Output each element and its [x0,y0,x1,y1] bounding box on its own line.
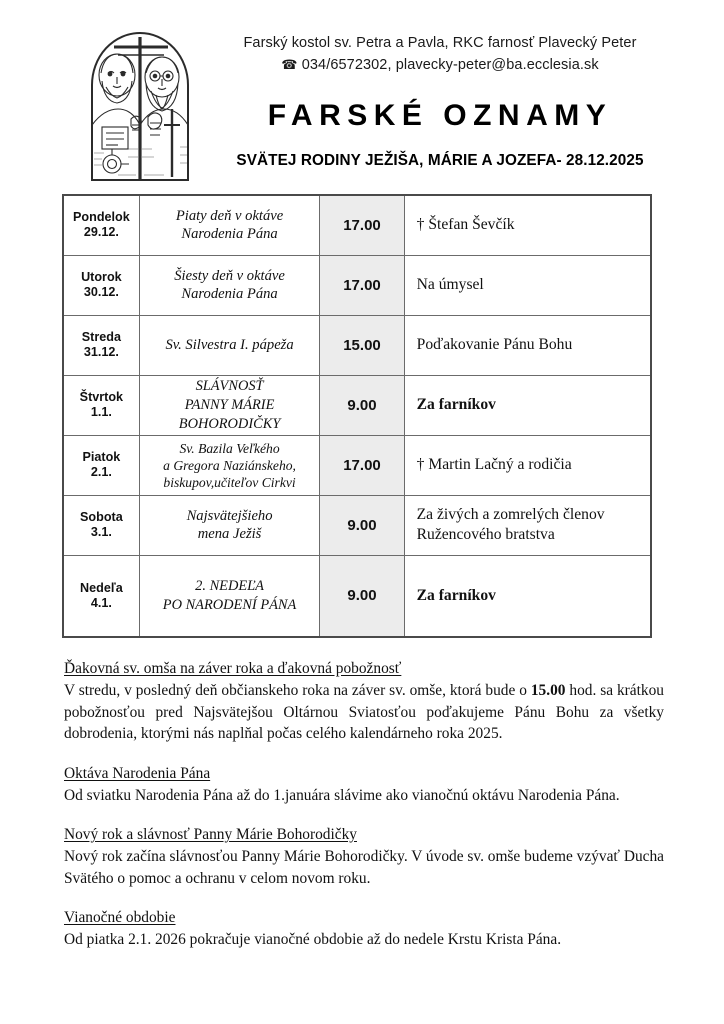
header-text-block [190,32,690,170]
feast-line: a Gregora Naziánskeho, [163,457,296,473]
feast-line: BOHORODIČKY [178,415,281,432]
parish-contact-line [190,54,690,77]
cell-time: 17.00 [320,255,404,315]
feast-line: PANNY MÁRIE [184,396,275,413]
document-header [0,0,724,169]
day-name: Piatok [82,450,121,464]
feast-line: Piaty deň v oktáve [175,208,284,225]
cell-feast [139,315,320,375]
table-row [63,495,651,555]
cell-time: 9.00 [320,375,404,435]
mass-schedule [62,194,652,638]
cell-intention: Za farníkov [404,375,651,435]
intention-line: Ružencového bratstva [416,526,555,543]
cell-day [63,555,139,637]
cell-feast [139,195,320,255]
table-row [63,555,651,637]
cell-day [63,435,139,495]
day-name: Streda [81,330,121,344]
cell-feast [139,555,320,637]
table-row [63,255,651,315]
table-row [63,435,651,495]
cell-day [63,495,139,555]
page-subtitle: SVÄTEJ RODINY JEŽIŠA, MÁRIE A JOZEFA- 28.12.2025 [236,152,644,169]
notices-section [64,658,664,969]
notice-body: Od sviatku Narodenia Pána až do 1.januára slávime ako vianočnú oktávu Narodenia Pána. [64,786,620,804]
cell-day [63,375,139,435]
table-row [63,375,651,435]
phone-icon: ☎ [281,58,298,73]
table-row [63,315,651,375]
notice-item [64,763,664,807]
notice-item [64,824,664,889]
notice-body: Od piatka 2.1. 2026 pokračuje vianočné obdobie až do nedele Krstu Krista Pána. [64,931,562,948]
feast-line: Najsvätejšieho [186,508,273,524]
table-row [63,195,651,255]
cell-feast [139,495,320,555]
day-date: 2.1. [90,465,112,479]
feast-line: Sv. Bazila Veľkého [179,440,280,456]
cell-feast [139,255,320,315]
cell-time: 15.00 [320,315,404,375]
cell-intention: Na úmysel [404,255,651,315]
notice-body-highlight: 15.00 [530,682,566,699]
mass-schedule-table [62,194,652,638]
day-date: 1.1. [90,405,112,419]
cell-day [63,255,139,315]
cell-day [63,195,139,255]
day-date: 31.12. [83,345,119,359]
notice-body-pre: V stredu, v posledný deň občianskeho roka na záver sv. omše, ktorá bude o [64,682,531,699]
notice-body-post: hod. sa krátkou pobožnosťou pred Najsvätejšou Oltárnou Sviatosťou poďakujeme Pánu Bohu za všetky dobrodenia, ktorými nás naplňal počas celého kalendárneho roka 2025. [64,682,665,742]
feast-line: PO NARODENÍ PÁNA [162,596,297,613]
day-name: Štvrtok [79,390,124,404]
notice-body: Nový rok začína slávnosťou Panny Márie Bohorodičky. V úvode sv. omše budeme vzývať Ducha Svätého o pomoc a ochranu v celom novom roku. [64,848,665,887]
notice-title: Vianočné obdobie [64,909,176,926]
day-date: 4.1. [90,595,112,610]
feast-line: Narodenia Pána [181,286,278,302]
notice-item [64,907,664,951]
day-name: Nedeľa [80,580,123,595]
notice-title: Nový rok a slávnosť Panny Márie Bohorodičky [64,826,357,843]
feast-line: biskupov,učiteľov Cirkvi [163,474,296,490]
cell-intention: Za farníkov [404,555,651,637]
cell-feast [139,375,320,435]
cell-intention: † Štefan Ševčík [404,195,651,255]
parish-name-line: Farský kostol sv. Petra a Pavla, RKC farnosť Plavecký Peter [243,35,637,51]
cell-intention: † Martin Lačný a rodičia [404,435,651,495]
notice-title: Ďakovná sv. omša na záver roka a ďakovná pobožnosť [64,660,402,677]
cell-feast [139,435,320,495]
feast-line: Šiesty deň v oktáve [174,268,285,284]
feast-line: Sv. Silvestra I. pápeža [165,337,294,353]
cell-time: 9.00 [320,495,404,555]
day-date: 29.12. [83,225,119,240]
saints-peter-and-paul-logo-icon [88,29,192,184]
day-date: 3.1. [90,525,112,539]
cell-day [63,315,139,375]
parish-contact-text: 034/6572302, plavecky-peter@ba.ecclesia.sk [301,57,599,73]
feast-line: mena Ježiš [197,526,262,542]
cell-intention [404,495,651,555]
cell-intention: Poďakovanie Pánu Bohu [404,315,651,375]
cell-time: 9.00 [320,555,404,637]
notice-title: Oktáva Narodenia Pána [64,764,211,782]
cell-time: 17.00 [320,195,404,255]
day-date: 30.12. [83,285,119,299]
feast-line: SLÁVNOSŤ [195,377,264,394]
day-name: Sobota [80,510,123,524]
notice-body [64,680,664,745]
feast-line: Narodenia Pána [181,226,278,243]
page-title: FARSKÉ OZNAMY [267,99,613,132]
feast-line: 2. NEDEĽA [195,577,264,594]
day-name: Utorok [81,270,122,284]
notice-item [64,658,664,745]
intention-line: Za živých a zomrelých členov [416,506,605,523]
cell-time: 17.00 [320,435,404,495]
day-name: Pondelok [73,210,130,225]
